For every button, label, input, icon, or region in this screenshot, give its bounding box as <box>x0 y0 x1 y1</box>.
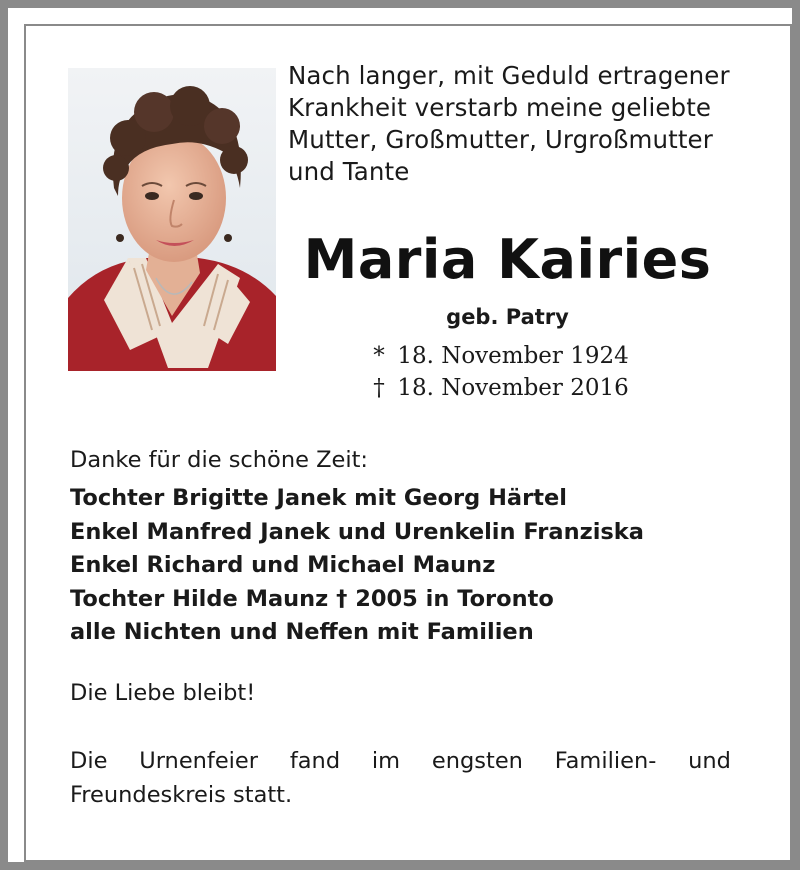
death-symbol: † <box>373 375 385 401</box>
death-date: 18. November 2016 <box>397 375 629 401</box>
birth-row <box>368 340 629 372</box>
death-row <box>368 372 629 404</box>
ceremony-word: Urnenfeier <box>139 748 259 774</box>
ceremony-word: engsten <box>431 748 523 774</box>
birth-symbol: * <box>373 343 385 369</box>
ceremony-word: im <box>371 748 401 774</box>
family-member-line: Enkel Manfred Janek und Urenkelin Franziska <box>70 518 644 545</box>
life-dates <box>368 340 629 404</box>
ceremony-word: Die <box>70 748 108 774</box>
deceased-name: Maria Kairies <box>303 228 712 291</box>
closing-line: Die Liebe bleibt! <box>70 680 256 706</box>
birth-date: 18. November 1924 <box>397 343 629 369</box>
ceremony-word: fand <box>289 748 341 774</box>
ceremony-word: Familien- <box>554 748 657 774</box>
portrait-photo <box>68 68 276 371</box>
intro-line: Nach langer, mit Geduld ertragener <box>288 61 730 90</box>
intro-line: Krankheit verstarb meine geliebte <box>288 93 712 122</box>
ceremony-note <box>70 744 731 812</box>
family-member-line: Tochter Brigitte Janek mit Georg Härtel <box>70 485 567 511</box>
intro-line: Mutter, Großmutter, Urgroßmutter <box>288 125 713 154</box>
ceremony-line-2: Freundeskreis statt. <box>70 782 293 808</box>
family-list <box>70 482 644 650</box>
maiden-name: geb. Patry <box>446 305 569 329</box>
family-member-line: alle Nichten und Neffen mit Familien <box>70 619 534 645</box>
thanks-line: Danke für die schöne Zeit: <box>70 447 368 473</box>
family-member-line: Tochter Hilde Maunz † 2005 in Toronto <box>70 585 554 612</box>
intro-text <box>288 60 733 188</box>
intro-line: und Tante <box>288 157 410 186</box>
family-member-line: Enkel Richard und Michael Maunz <box>70 552 496 578</box>
ceremony-line-1 <box>70 744 731 778</box>
ceremony-word: und <box>688 748 731 774</box>
